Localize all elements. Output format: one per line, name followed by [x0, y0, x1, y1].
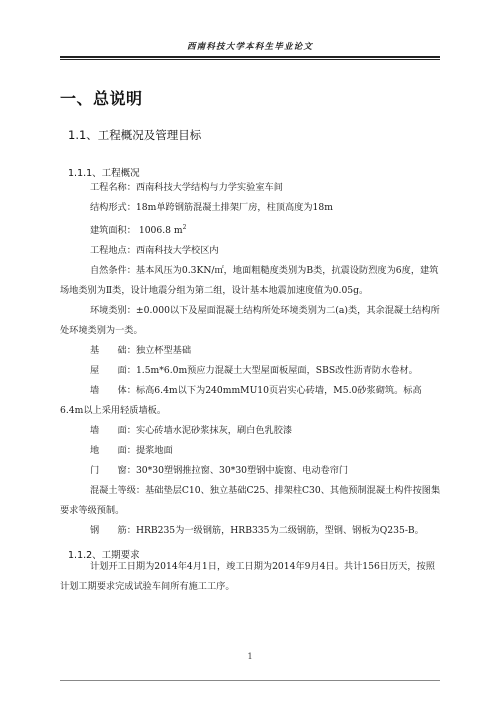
area-text: 建筑面积： 1006.8 m	[90, 225, 183, 237]
wall-finish-label: 墙 面：	[90, 425, 136, 437]
chapter-title: 一、总说明	[60, 89, 143, 108]
roof-line	[60, 361, 442, 381]
project-name-line: 工程名称：西南科技大学结构与力学实验室车间	[90, 182, 283, 193]
area-superscript: 2	[182, 224, 187, 231]
schedule-paragraph: 计划开工日期为2014年4月1日，竣工日期为2014年9月4日。共计156日历天，按照计划工期要求完成试验车间所有施工工序。	[60, 561, 435, 592]
steel-line	[60, 521, 442, 541]
doors-windows-value: 30*30塑钢推拉窗、30*30塑钢中旋窗、电动卷帘门	[135, 465, 349, 477]
wall-paragraph	[60, 381, 442, 421]
environment-paragraph: 环境类别：±0.000以下及屋面混凝土结构所处环境类别为二(a)类，其余混凝土结构所处环境类别为一类。	[60, 305, 440, 337]
subsection-title-overview: 1.1.1、工程概况	[68, 168, 140, 179]
running-header: 西南科技大学本科生毕业论文	[186, 42, 314, 52]
foundation-label: 基 础：	[90, 345, 136, 357]
wall-value: 标高6.4m以下为240mmMU10页岩实心砖墙，M5.0砂浆砌筑。标高6.4m以上采用轻质墙板。	[60, 385, 422, 417]
natural-conditions-paragraph: 自然条件：基本风压为0.3KN/㎡，地面粗糙度类别为B类，抗震设防烈度为6度，建筑场地类别为Ⅱ类，设计地震分组为第二组，设计基本地震加速度值为0.05g。	[60, 265, 439, 297]
steel-value: HRB235为一级钢筋，HRB335为二级钢筋，型钢、钢板为Q235-B。	[135, 525, 424, 537]
structure-line: 结构形式：18m单跨钢筋混凝土排架厂房，柱顶高度为18m	[90, 202, 333, 213]
steel-label: 钢 筋：	[90, 525, 136, 537]
wall-finish-value: 实心砖墙水泥砂浆抹灰，刷白色乳胶漆	[135, 425, 293, 437]
header-rule-thin	[60, 59, 440, 60]
location-line: 工程地点：西南科技大学校区内	[90, 245, 219, 257]
overview-body	[60, 178, 442, 541]
wall-label: 墙 体：	[90, 385, 136, 397]
foundation-value: 独立杯型基础	[135, 345, 192, 357]
header-rule-thick	[60, 56, 440, 58]
roof-label: 屋 面：	[90, 365, 136, 377]
roof-value: 1.5m*6.0m预应力混凝土大型屋面板屋面，SBS改性沥青防水卷材。	[135, 365, 418, 377]
doors-windows-line	[60, 461, 442, 481]
footer-rule	[60, 680, 440, 681]
doors-windows-label: 门 窗：	[90, 465, 136, 477]
concrete-grade-paragraph: 混凝土等级：基础垫层C10、独立基础C25、排架柱C30、其他预制混凝土构件按图集要求等级预制。	[60, 485, 441, 517]
foundation-line	[60, 341, 442, 361]
floor-line	[60, 441, 442, 461]
area-line	[60, 218, 442, 241]
page-number: 1	[247, 652, 253, 661]
section-title: 1.1、工程概况及管理目标	[68, 128, 202, 142]
schedule-body	[60, 557, 442, 597]
subsection-title-schedule: 1.1.2、工期要求	[68, 550, 140, 561]
floor-value: 提浆地面	[135, 445, 173, 457]
floor-label: 地 面：	[90, 445, 136, 457]
wall-finish-line	[60, 421, 442, 441]
